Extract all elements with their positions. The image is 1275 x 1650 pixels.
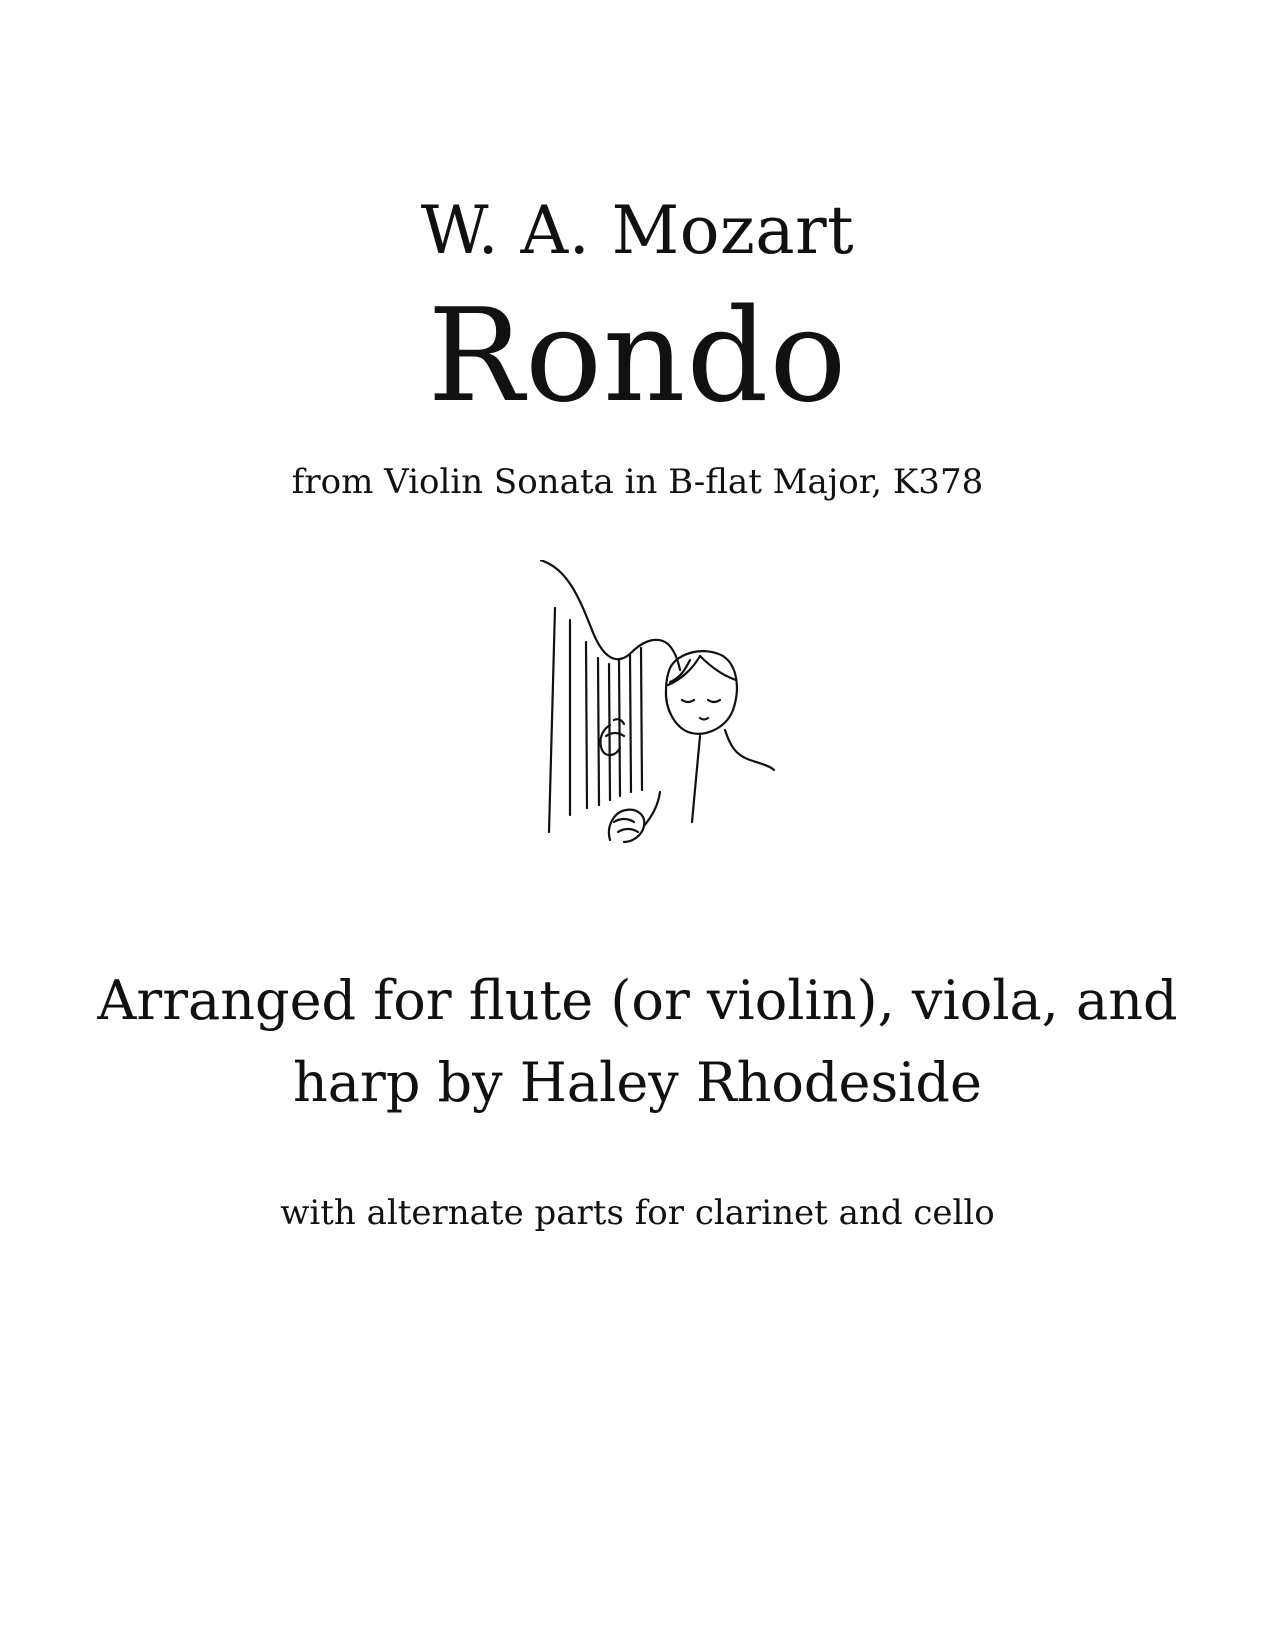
arrangement-line-1: Arranged for flute (or violin), viola, and — [97, 969, 1178, 1032]
alternate-parts-note: with alternate parts for clarinet and cello — [280, 1193, 995, 1233]
arrangement-line-2: harp by Haley Rhodeside — [293, 1051, 982, 1114]
harpist-drawing-icon — [540, 560, 780, 870]
piece-subtitle: from Violin Sonata in B-flat Major, K378 — [291, 462, 984, 502]
composer-name: W. A. Mozart — [420, 192, 855, 269]
arrangement-credit — [0, 960, 1275, 1124]
piece-title: Rondo — [427, 282, 848, 431]
